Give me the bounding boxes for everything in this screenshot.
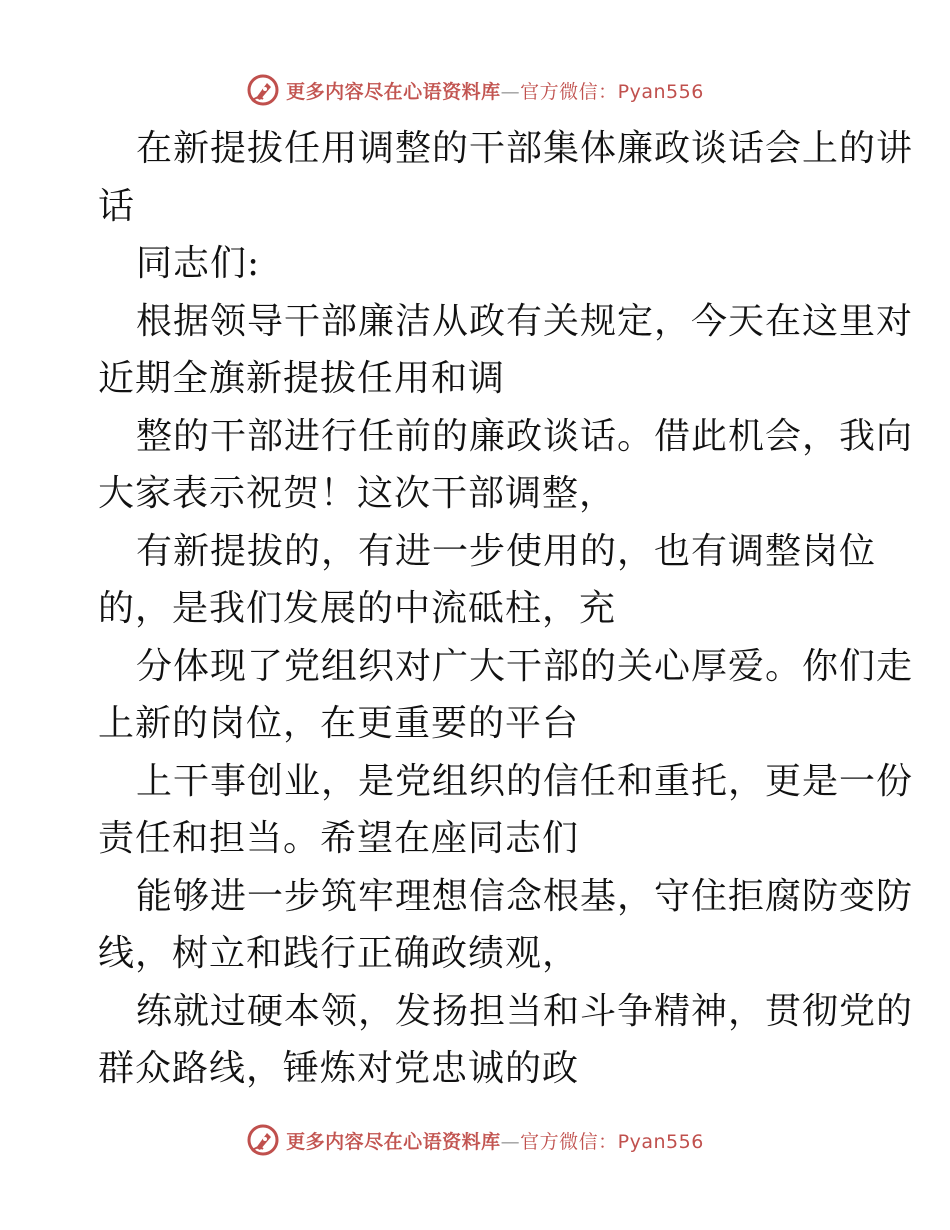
paragraph-line: 整的干部进行任前的廉政谈话。借此机会，我向 [136,415,914,457]
paragraph-line: 能够进一步筑牢理想信念根基，守住拒腐防变防 [136,875,914,917]
paragraph-line: 分体现了党组织对广大干部的关心厚爱。你们走 [136,645,914,687]
paragraph-line: 责任和担当。希望在座同志们 [98,818,580,859]
title-line-1: 在新提拔任用调整的干部集体廉政谈话会上的讲 [136,128,914,169]
paragraph-line: 根据领导干部廉洁从政有关规定，今天在这里对 [136,300,914,342]
paragraph-line: 的，是我们发展的中流砥柱，充 [98,588,617,629]
document-body [98,120,914,1098]
paragraph-line: 有新提拔的，有进一步使用的，也有调整岗位 [136,530,877,572]
footer-watermark [0,1120,950,1160]
title-line-2: 话 [98,185,136,227]
watermark-text: 更多内容尽在心语资料库—官方微信：Pyan556 [286,80,704,103]
paragraph-line: 练就过硬本领，发扬担当和斗争精神，贯彻党的 [136,990,914,1032]
paragraph-line: 上新的岗位，在更重要的平台 [98,703,580,744]
paragraph-line: 上干事创业，是党组织的信任和重托，更是一份 [136,760,914,802]
paragraph-line: 近期全旗新提拔任用和调 [98,358,506,399]
pen-nib-circle-icon [246,1123,280,1157]
watermark-text: 更多内容尽在心语资料库—官方微信：Pyan556 [286,1130,704,1153]
paragraph-line: 大家表示祝贺！这次干部调整， [98,473,617,514]
header-watermark [0,70,950,110]
paragraph-line: 群众路线，锤炼对党忠诚的政 [98,1048,580,1089]
pen-nib-circle-icon [246,73,280,107]
paragraph-line: 线，树立和践行正确政绩观， [98,933,580,974]
salutation: 同志们: [136,243,261,284]
